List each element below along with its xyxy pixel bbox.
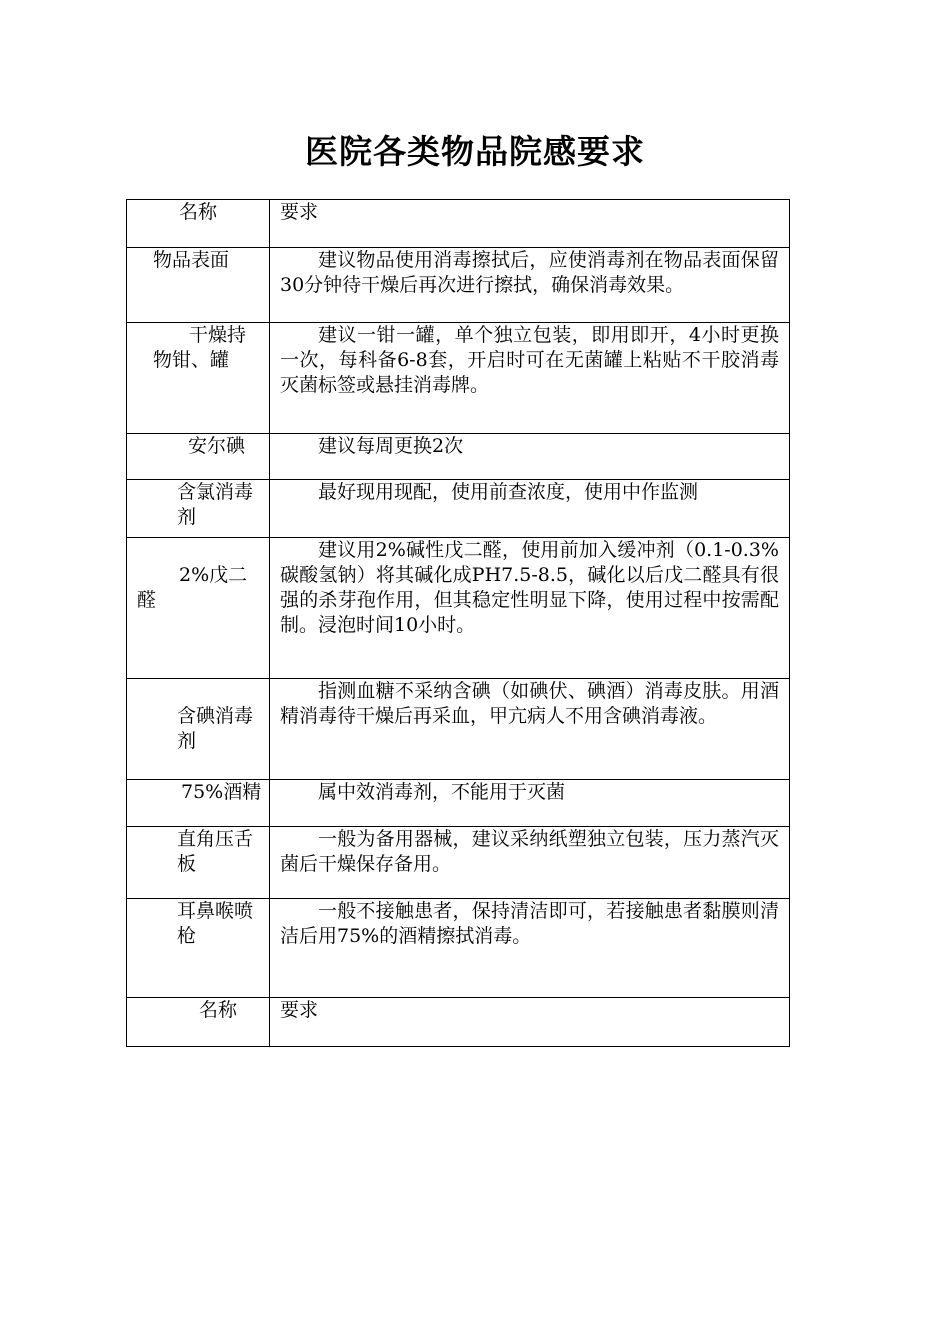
table-row (127, 780, 790, 827)
row-name: 干燥持物钳、罐 (153, 324, 247, 371)
row-requirement: 指测血糖不采纳含碘（如碘伏、碘酒）消毒皮肤。用酒精消毒待干燥后再采血，甲亢病人不用含碘消毒液。 (270, 679, 790, 780)
row-name: 含碘消毒剂 (177, 705, 254, 752)
table-row (127, 248, 790, 323)
row-name: 安尔碘 (188, 435, 246, 457)
row-name: 直角压舌板 (177, 828, 254, 875)
requirements-table (126, 199, 790, 1047)
row-name: 物品表面 (153, 249, 230, 271)
footer-name: 名称 (199, 999, 238, 1021)
row-requirement: 属中效消毒剂，不能用于灭菌 (270, 780, 790, 827)
header-name: 名称 (127, 200, 270, 248)
table-row (127, 899, 790, 998)
table-row (127, 538, 790, 679)
row-requirement: 建议物品使用消毒擦拭后，应使消毒剂在物品表面保留30分钟待干燥后再次进行擦拭，确保消毒效果。 (270, 248, 790, 323)
row-name: 2%戊二醛 (137, 564, 248, 611)
row-name: 耳鼻喉喷枪 (177, 900, 254, 947)
row-requirement: 建议每周更换2次 (270, 434, 790, 480)
table-row (127, 323, 790, 434)
table-row (127, 480, 790, 538)
row-requirement: 建议一钳一罐，单个独立包装，即用即开，4小时更换一次，每科备6-8套，开启时可在无菌罐上粘贴不干胶消毒灭菌标签或悬挂消毒牌。 (270, 323, 790, 434)
table-row (127, 827, 790, 899)
header-requirement: 要求 (270, 200, 790, 248)
table-footer-row (127, 998, 790, 1047)
row-requirement: 建议用2%碱性戊二醛，使用前加入缓冲剂（0.1-0.3%碳酸氢钠）将其碱化成PH7.5-8.5，碱化以后戊二醛具有很强的杀芽孢作用，但其稳定性明显下降，使用过程中按需配制。浸泡时间10小时。 (270, 538, 790, 679)
table-row (127, 434, 790, 480)
table-row (127, 679, 790, 780)
page-title: 医院各类物品院感要求 (305, 132, 645, 171)
row-name: 75%酒精 (181, 781, 262, 803)
row-requirement: 最好现用现配，使用前查浓度，使用中作监测 (270, 480, 790, 538)
table-header-row (127, 200, 790, 248)
footer-requirement: 要求 (270, 998, 790, 1047)
row-requirement: 一般不接触患者，保持清洁即可，若接触患者黏膜则清洁后用75%的酒精擦拭消毒。 (270, 899, 790, 998)
row-name: 含氯消毒剂 (177, 481, 254, 528)
row-requirement: 一般为备用器械，建议采纳纸塑独立包装，压力蒸汽灭菌后干燥保存备用。 (270, 827, 790, 899)
